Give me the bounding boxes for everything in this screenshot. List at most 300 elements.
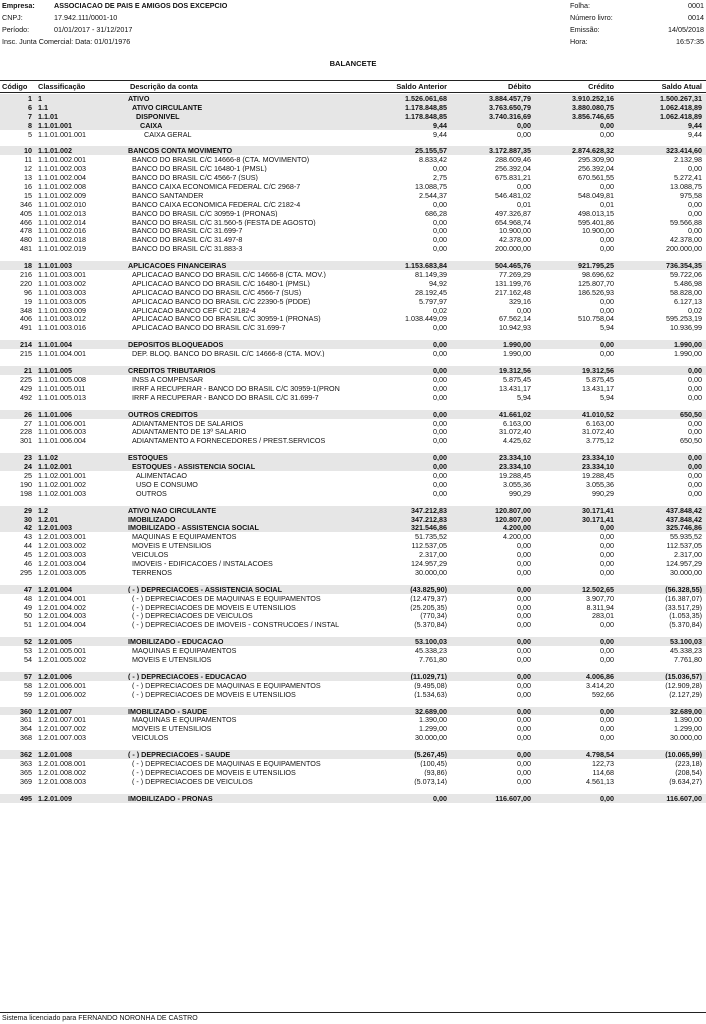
table-row [0,603,706,612]
saldo-atual-cell: 42.378,00 [670,236,702,244]
table-row [0,568,706,577]
saldo-anterior-cell: 2.544,37 [419,191,447,200]
table-row [0,226,706,235]
descricao-cell: APLICACOES FINANCEIRAS [128,262,227,270]
saldo-atual-cell: (208,54) [675,768,702,777]
descricao-cell: MOVEIS E UTENSILIOS [132,542,212,550]
debito-cell: 3.884.457,79 [489,95,531,103]
codigo-cell: 52 [24,638,32,646]
debito-cell: 120.807,00 [495,515,531,523]
saldo-atual-cell: 0,00 [688,419,702,427]
codigo-cell: 406 [20,315,32,323]
debito-cell: 0,00 [517,306,531,314]
classificacao-cell: 1.2.01.009 [38,794,72,802]
saldo-atual-cell: 1.990,00 [674,350,702,358]
credito-cell: 4.561,13 [586,777,614,785]
saldo-atual-cell: 1.500.267,31 [660,95,702,103]
debito-cell: 10.942,93 [499,324,531,332]
table-row [0,297,706,306]
classificacao-cell: 1.2.01.005 [38,638,72,646]
classificacao-cell: 1.2.01.008.002 [38,768,86,777]
debito-cell: 0,00 [517,559,531,568]
saldo-atual-cell: 59.566,88 [670,218,702,226]
saldo-atual-cell: 55.935,52 [670,533,702,541]
saldo-atual-cell: 116.607,00 [666,794,702,802]
table-row [0,314,706,323]
codigo-cell: 26 [24,410,32,418]
cnpj-line [2,14,117,21]
credito-cell: 3.880.080,75 [572,103,614,112]
saldo-anterior-cell: 1.178.848,85 [405,112,447,120]
credito-cell: 592,66 [592,690,614,698]
codigo-cell: 361 [20,716,32,724]
group-row [0,672,706,681]
credito-cell: 3.775,12 [586,437,614,445]
debito-cell: 5,94 [517,393,531,401]
table-row [0,384,706,393]
codigo-cell: 295 [20,568,32,577]
credito-cell: 0,00 [600,236,614,244]
table-row [0,541,706,550]
group-row [0,453,706,462]
debito-cell: 0,00 [517,638,531,646]
credito-cell: 13.431,17 [582,384,614,393]
credito-cell: 0,00 [600,121,614,129]
classificacao-cell: 1.1.02.001.001 [38,471,86,480]
saldo-atual-cell: (12.909,28) [665,681,702,689]
descricao-cell: IRRF A RECUPERAR - BANCO DO BRASIL C/C 31.699-7 [132,393,319,401]
codigo-cell: 405 [20,209,32,217]
descricao-cell: BANCO DO BRASIL C/C 31.497-8 [132,236,243,244]
classificacao-cell: 1.1.01.001 [38,121,72,129]
group-row [0,515,706,524]
debito-cell: 3.763.650,79 [489,103,531,112]
saldo-anterior-cell: (5.267,45) [414,751,447,759]
saldo-atual-cell: 650,50 [680,410,702,418]
spacer-row [0,138,706,146]
debito-cell: 0,00 [517,585,531,593]
debito-cell: 4.200,00 [503,533,531,541]
group-row [0,146,706,155]
descricao-cell: CAIXA GERAL [144,130,192,138]
codigo-cell: 24 [24,463,32,471]
descricao-cell: IMOVEIS - EDIFICACOES / INSTALACOES [132,559,273,568]
group-row [0,366,706,375]
saldo-anterior-cell: 13.088,75 [415,183,447,191]
debito-cell: 0,00 [517,760,531,768]
credito-cell: 125.807,70 [578,279,614,288]
saldo-atual-cell: (33.517,29) [665,603,702,611]
classificacao-cell: 1.1.01.002.016 [38,227,86,235]
classificacao-cell: 1.2.01.008.001 [38,760,86,768]
codigo-cell: 480 [20,236,32,244]
debito-cell: 0,00 [517,603,531,611]
saldo-anterior-cell: (43.825,90) [410,585,447,593]
cnpj-value: 17.942.111/0001-10 [54,13,118,22]
debito-cell: 0,00 [517,647,531,655]
table-row [0,270,706,279]
codigo-cell: 58 [24,681,32,689]
debito-cell: 0,00 [517,621,531,629]
group-row [0,794,706,803]
classificacao-cell: 1.1.01.002.003 [38,165,86,173]
credito-cell: 4.006,86 [586,672,614,681]
debito-cell: 0,00 [517,734,531,742]
table-row [0,733,706,742]
livro-line [570,14,704,21]
saldo-anterior-cell: 0,00 [433,375,447,384]
classificacao-cell: 1.1.01 [38,112,58,120]
saldo-anterior-cell: (5.370,84) [414,621,447,629]
saldo-atual-cell: 1.299,00 [674,725,702,733]
debito-cell: 0,00 [517,777,531,785]
saldo-anterior-cell: 9,44 [433,130,447,138]
debito-cell: 200.000,00 [495,245,531,253]
classificacao-cell: 1.2.01.008.003 [38,777,86,785]
classificacao-cell: 1.2 [38,506,48,514]
saldo-atual-cell: 13.088,75 [670,183,702,191]
codigo-cell: 301 [20,437,32,445]
credito-cell: 41.010,52 [582,410,614,418]
col-debito: Débito [508,82,531,91]
table-row [0,690,706,699]
saldo-anterior-cell: (11.029,71) [410,672,447,681]
saldo-anterior-cell: 0,00 [433,227,447,235]
descricao-cell: IMOBILIZADO - EDUCACAO [128,638,224,646]
classificacao-cell: 1.1.01.002.013 [38,209,86,217]
junta-value: Insc. Junta Comercial: Data: 01/01/1976 [2,37,131,46]
classificacao-cell: 1.1.01.006.001 [38,419,86,427]
saldo-atual-cell: (1.053,35) [669,612,702,620]
descricao-cell: CAIXA [140,121,163,129]
classificacao-cell: 1.1.01.005.008 [38,375,86,384]
saldo-anterior-cell: 0,00 [433,428,447,436]
table-row [0,436,706,445]
saldo-atual-cell: 736.354,35 [666,262,702,270]
credito-cell: 0,00 [600,130,614,138]
saldo-anterior-cell: 25.155,57 [415,147,447,155]
saldo-atual-cell: (16.387,07) [665,594,702,602]
credito-cell: 921.795,25 [578,262,614,270]
saldo-atual-cell: 0,00 [688,227,702,235]
codigo-cell: 360 [20,707,32,715]
descricao-cell: OUTROS [136,489,167,497]
credito-cell: 98.696,62 [582,271,614,279]
debito-cell: 990,29 [509,489,531,497]
credito-cell: 3.856.746,65 [572,112,614,120]
table-row [0,173,706,182]
codigo-cell: 23 [24,454,32,462]
table-row [0,480,706,489]
debito-cell: 3.055,36 [503,480,531,489]
spacer-row [0,786,706,794]
credito-cell: 548.049,81 [578,191,614,200]
group-row [0,112,706,121]
debito-cell: 217.162,48 [495,288,531,297]
classificacao-cell: 1.1.01.002.001 [38,156,86,164]
saldo-atual-cell: 437.848,42 [666,515,702,523]
saldo-atual-cell: 0,00 [688,375,702,384]
credito-cell: 295.309,90 [578,156,614,164]
table-row [0,655,706,664]
debito-cell: 1.990,00 [503,350,531,358]
classificacao-cell: 1.1.01.002.018 [38,236,86,244]
credito-cell: 5,94 [600,324,614,332]
classificacao-cell: 1.2.01.004.003 [38,612,86,620]
saldo-atual-cell: 1.062.418,89 [660,112,702,120]
classificacao-cell: 1.1.01.003.003 [38,288,86,297]
codigo-cell: 15 [24,191,32,200]
classificacao-cell: 1.1.01.003.002 [38,279,86,288]
descricao-cell: APLICACAO BANCO DO BRASIL C/C 22390-5 (PDDE) [132,297,311,305]
debito-cell: 0,00 [517,672,531,681]
debito-cell: 77.269,29 [499,271,531,279]
saldo-anterior-cell: 2.317,00 [419,551,447,559]
codigo-cell: 215 [20,350,32,358]
descricao-cell: APLICACAO BANCO DO BRASIL C/C 14666-8 (CTA. MOV.) [132,271,326,279]
codigo-cell: 50 [24,612,32,620]
saldo-atual-cell: (5.370,84) [669,621,702,629]
table-row [0,155,706,164]
codigo-cell: 42 [24,524,32,532]
descricao-cell: APLICACAO BANCO DO BRASIL C/C 31.699-7 [132,324,286,332]
classificacao-cell: 1.1.01.002.019 [38,245,86,253]
descricao-cell: USO E CONSUMO [136,480,198,489]
group-row [0,340,706,349]
saldo-atual-cell: 5.272,41 [674,174,702,182]
descricao-cell: ESTOQUES [128,454,168,462]
saldo-anterior-cell: 0,00 [433,218,447,226]
empresa-label: Empresa: [2,1,35,10]
codigo-cell: 228 [20,428,32,436]
descricao-cell: ADIANTAMENTO DE 13º SALARIO [132,428,247,436]
saldo-atual-cell: 6.127,13 [674,297,702,305]
descricao-cell: ESTOQUES - ASSISTENCIA SOCIAL [132,463,256,471]
table-row [0,182,706,191]
junta-line [2,38,130,45]
table-row [0,620,706,629]
saldo-atual-cell: (2.127,29) [669,690,702,698]
classificacao-cell: 1.1.01.004.001 [38,350,86,358]
credito-cell: 0,00 [600,341,614,349]
credito-cell: 0,00 [600,524,614,532]
descricao-cell: IRRF A RECUPERAR - BANCO DO BRASIL C/C 30959-1(PRON [132,384,340,393]
table-row [0,559,706,568]
codigo-cell: 365 [20,768,32,777]
classificacao-cell: 1.2.01.003.003 [38,551,86,559]
credito-cell: 114,68 [592,768,614,777]
descricao-cell: IMOBILIZADO - PRONAS [128,794,213,802]
descricao-cell: BANCO CAIXA ECONOMICA FEDERAL C/C 2182-4 [132,200,301,208]
saldo-anterior-cell: 347.212,83 [411,515,447,523]
codigo-cell: 429 [20,384,32,393]
codigo-cell: 30 [24,515,32,523]
descricao-cell: BANCO DO BRASIL C/C 31.699-7 [132,227,243,235]
descricao-cell: IMOBILIZADO - ASSISTENCIA SOCIAL [128,524,259,532]
spacer-row [0,332,706,340]
debito-cell: 0,00 [517,690,531,698]
credito-cell: 5.875,45 [586,375,614,384]
debito-cell: 0,00 [517,121,531,129]
descricao-cell: BANCO DO BRASIL C/C 31.883-3 [132,245,243,253]
saldo-anterior-cell: 81.149,39 [415,271,447,279]
saldo-anterior-cell: 0,00 [433,350,447,358]
credito-cell: 30.171,41 [582,515,614,523]
codigo-cell: 478 [20,227,32,235]
debito-cell: 0,00 [517,707,531,715]
table-row [0,306,706,315]
debito-cell: 0,00 [517,725,531,733]
credito-cell: 19.288,45 [582,471,614,480]
codigo-cell: 43 [24,533,32,541]
descricao-cell: INSS A COMPENSAR [132,375,204,384]
saldo-atual-cell: 0,00 [688,454,702,462]
credito-cell: 19.312,56 [582,367,614,375]
saldo-atual-cell: 32.689,00 [670,707,702,715]
credito-cell: 23.334,10 [582,454,614,462]
saldo-atual-cell: 0,00 [688,200,702,208]
codigo-cell: 216 [20,271,32,279]
codigo-cell: 5 [28,130,32,138]
group-row [0,707,706,716]
credito-cell: 0,00 [600,725,614,733]
saldo-atual-cell: (15.036,57) [665,672,702,681]
codigo-cell: 44 [24,542,32,550]
credito-cell: 31.072,40 [582,428,614,436]
classificacao-cell: 1.2.01.003.001 [38,533,86,541]
classificacao-cell: 1.1.01.005.011 [38,384,86,393]
codigo-cell: 190 [20,480,32,489]
descricao-cell: MAQUINAS E EQUIPAMENTOS [132,716,237,724]
classificacao-cell: 1.1.02.001.002 [38,480,86,489]
codigo-cell: 7 [28,112,32,120]
debito-cell: 13.431,17 [499,384,531,393]
codigo-cell: 48 [24,594,32,602]
credito-cell: 0,00 [600,794,614,802]
debito-cell: 1.990,00 [503,341,531,349]
credito-cell: 0,00 [600,306,614,314]
saldo-anterior-cell: (93,86) [424,768,447,777]
codigo-cell: 491 [20,324,32,332]
saldo-atual-cell: (223,18) [675,760,702,768]
company-line [2,2,227,9]
descricao-cell: ALIMENTACAO [136,471,187,480]
spacer-row [0,253,706,261]
footer [0,1012,706,1022]
codigo-cell: 46 [24,559,32,568]
saldo-anterior-cell: 0,00 [433,419,447,427]
saldo-anterior-cell: 0,00 [433,463,447,471]
debito-cell: 3.172.887,35 [489,147,531,155]
table-row [0,427,706,436]
spacer-row [0,498,706,506]
descricao-cell: ( - ) DEPRECIACOES - SAUDE [128,751,231,759]
credito-cell: 0,00 [600,533,614,541]
debito-cell: 0,00 [517,183,531,191]
codigo-cell: 481 [20,245,32,253]
saldo-atual-cell: 1.390,00 [674,716,702,724]
classificacao-cell: 1.2.01.003.002 [38,542,86,550]
table-row [0,191,706,200]
col-codigo: Código [2,82,28,91]
saldo-anterior-cell: 1.178.848,85 [405,103,447,112]
saldo-anterior-cell: 94,92 [429,279,447,288]
descricao-cell: APLICACAO BANCO CEF C/C 2182-4 [132,306,256,314]
table-row [0,164,706,173]
descricao-cell: ( - ) DEPRECIACOES - ASSISTENCIA SOCIAL [128,585,283,593]
saldo-anterior-cell: (1.534,63) [414,690,447,698]
folha-label: Folha: [570,1,590,10]
codigo-cell: 53 [24,647,32,655]
ledger-table [0,94,706,803]
credito-cell: 498.013,15 [578,209,614,217]
saldo-atual-cell: 595.253,19 [666,315,702,323]
classificacao-cell: 1.2.01.007.001 [38,716,86,724]
classificacao-cell: 1.2.01.003.005 [38,568,86,577]
descricao-cell: ADIANTAMENTOS DE SALARIOS [132,419,244,427]
table-row [0,532,706,541]
cnpj-label: CNPJ: [2,13,23,22]
classificacao-cell: 1.1.02.001.003 [38,489,86,497]
codigo-cell: 96 [24,288,32,297]
saldo-atual-cell: 325.746,86 [666,524,702,532]
descricao-cell: ( - ) DEPRECIACOES DE VEICULOS [132,612,253,620]
classificacao-cell: 1.2.01.004.001 [38,594,86,602]
saldo-anterior-cell: 0,00 [433,324,447,332]
hora-line [570,38,704,45]
saldo-atual-cell: 45.338,23 [670,647,702,655]
descricao-cell: BANCO DO BRASIL C/C 16480-1 (PMSL) [132,165,267,173]
saldo-anterior-cell: 1.526.061,68 [405,95,447,103]
debito-cell: 5.875,45 [503,375,531,384]
credito-cell: 283,01 [592,612,614,620]
table-row [0,594,706,603]
credito-cell: 23.334,10 [582,463,614,471]
saldo-anterior-cell: 45.338,23 [415,647,447,655]
hora-value: 16:57:35 [676,37,704,46]
descricao-cell: ADIANTAMENTO A FORNECEDORES / PREST.SERVICOS [132,437,326,445]
classificacao-cell: 1.1.01.002.009 [38,191,86,200]
descricao-cell: MOVEIS E UTENSILIOS [132,725,212,733]
periodo-label: Período: [2,25,30,34]
saldo-anterior-cell: 0,00 [433,454,447,462]
saldo-atual-cell: 0,00 [688,384,702,393]
debito-cell: 131.199,76 [495,279,531,288]
table-row [0,288,706,297]
debito-cell: 0,00 [517,655,531,664]
classificacao-cell: 1.1.01.004 [38,341,72,349]
credito-cell: 30.171,41 [582,506,614,514]
debito-cell: 0,00 [517,130,531,138]
classificacao-cell: 1.1.01.001.001 [38,130,86,138]
codigo-cell: 29 [24,506,32,514]
saldo-atual-cell: 53.100,03 [670,638,702,646]
saldo-anterior-cell: 124.957,29 [411,559,447,568]
credito-cell: 0,00 [600,245,614,253]
classificacao-cell: 1.1.01.003.012 [38,315,86,323]
classificacao-cell: 1.2.01.005.002 [38,655,86,664]
saldo-atual-cell: 58.828,00 [670,288,702,297]
group-row [0,94,706,103]
classificacao-cell: 1.2.01 [38,515,58,523]
classificacao-cell: 1.1.01.003.016 [38,324,86,332]
debito-cell: 0,00 [517,612,531,620]
codigo-cell: 10 [24,147,32,155]
descricao-cell: MAQUINAS E EQUIPAMENTOS [132,647,237,655]
classificacao-cell: 1.2.01.007 [38,707,72,715]
saldo-atual-cell: 7.761,80 [674,655,702,664]
debito-cell: 0,00 [517,751,531,759]
